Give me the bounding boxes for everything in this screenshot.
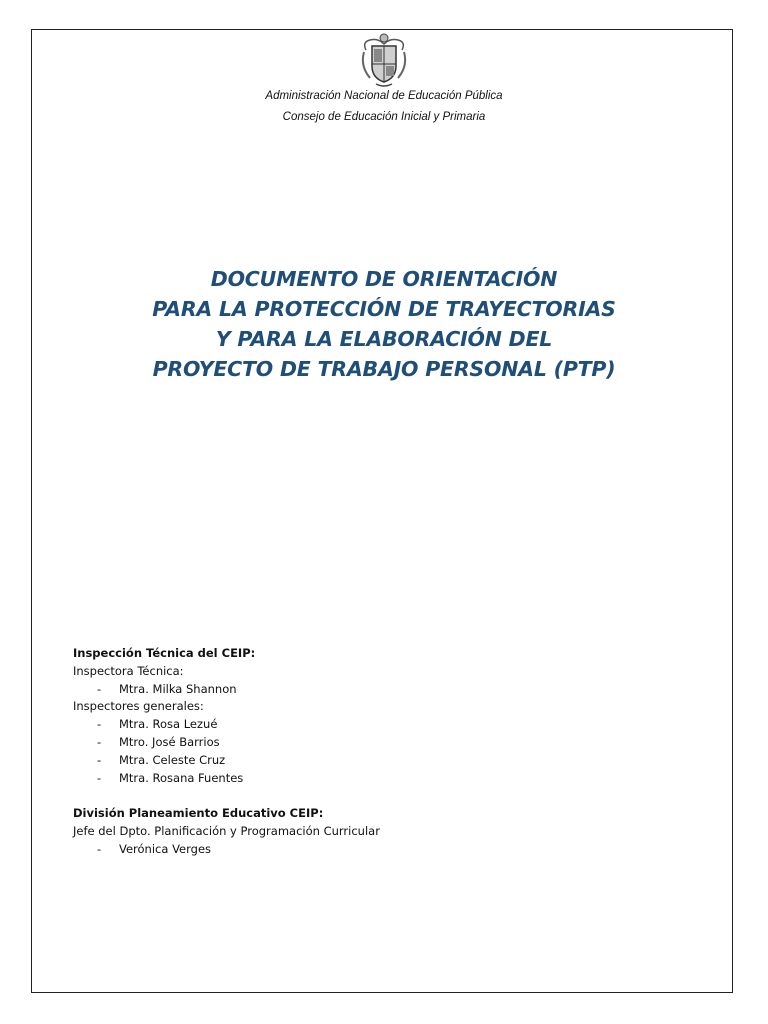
list-item [73,770,693,788]
bullet-dash: - [97,841,102,856]
bullet-dash: - [97,717,102,732]
list-item [73,752,693,770]
bullet-dash: - [97,681,102,696]
header-institution: Administración Nacional de Educación Pública [265,90,503,102]
member-name: Mtra. Rosa Lezué [119,717,218,732]
list-item [73,734,693,752]
document-title [0,264,768,384]
section-heading-inspection: Inspección Técnica del CEIP: [73,646,256,660]
section-heading-planning: División Planeamiento Educativo CEIP: [73,806,324,821]
list-item [73,716,693,734]
role-label-department-head: Jefe del Dpto. Planificación y Programación Curricular [73,823,380,838]
coat-of-arms-icon [358,32,410,88]
title-line-1: DOCUMENTO DE ORIENTACIÓN [210,267,558,291]
list-item [73,841,693,859]
title-line-4: PROYECTO DE TRABAJO PERSONAL (PTP) [152,357,616,381]
member-name: Mtra. Milka Shannon [119,681,237,696]
credits-section [73,645,693,859]
title-line-2: PARA LA PROTECCIÓN DE TRAYECTORIAS [152,297,616,321]
bullet-dash: - [97,734,102,749]
role-label-general-inspectors: Inspectores generales: [73,699,204,714]
member-name: Verónica Verges [119,841,212,856]
title-line-3: Y PARA LA ELABORACIÓN DEL [215,327,553,351]
role-label-technical-inspector: Inspectora Técnica: [73,663,184,678]
member-name: Mtra. Rosana Fuentes [119,770,244,785]
bullet-dash: - [97,770,102,785]
member-name: Mtra. Celeste Cruz [119,752,226,767]
header-council: Consejo de Educación Inicial y Primaria [282,111,486,123]
member-name: Mtro. José Barrios [119,734,220,749]
bullet-dash: - [97,752,102,767]
list-item [73,681,693,699]
